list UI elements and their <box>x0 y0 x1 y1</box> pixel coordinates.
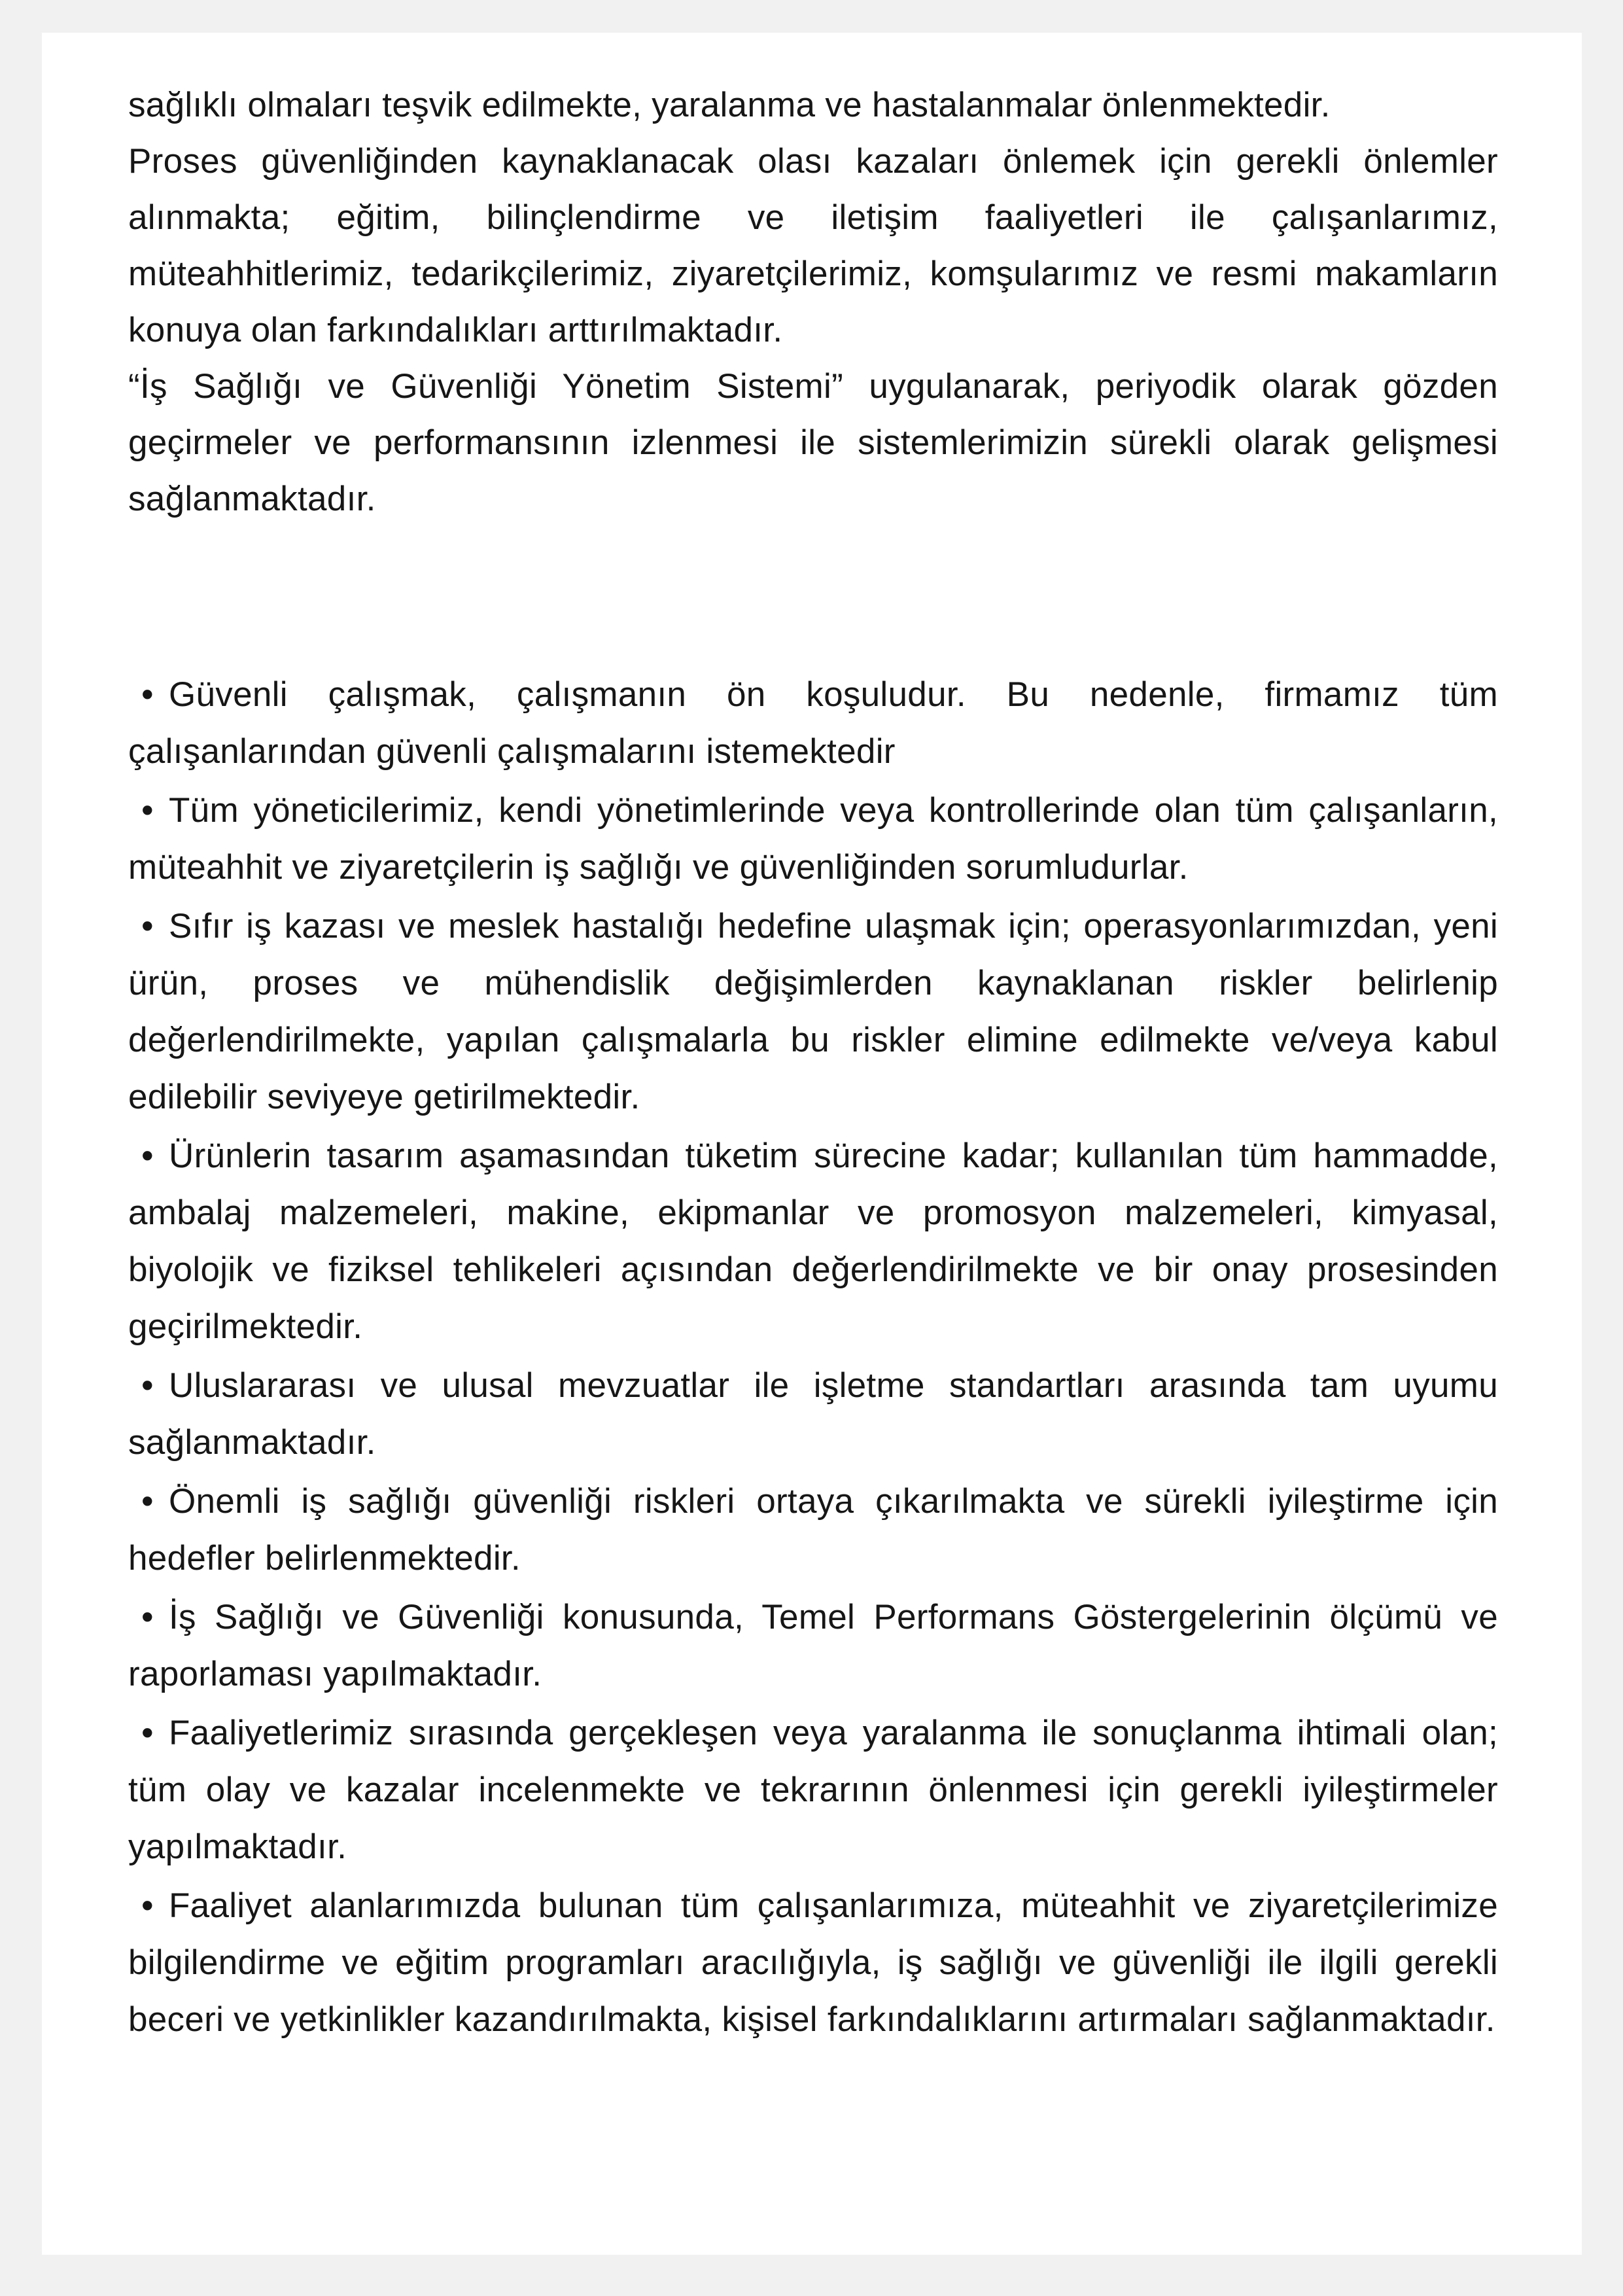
bullet-text: İş Sağlığı ve Güvenliği konusunda, Temel Performans Göstergelerinin ölçümü ve raporlaması yapılmaktadır. <box>128 1598 1498 1693</box>
list-item <box>128 898 1498 1125</box>
policy-bullet-list <box>128 666 1498 2048</box>
bullet-text: Faaliyet alanlarımızda bulunan tüm çalışanlarımıza, müteahhit ve ziyaretçilerimize bilgilendirme ve eğitim programları aracılığıyla, iş sağlığı ve güvenliği ile ilgili gerekli beceri ve yetkinlikler kazandırılmakta, kişisel farkındalıklarını artırmaları sağlanmaktadır. <box>128 1886 1498 2039</box>
list-item <box>128 1127 1498 1355</box>
document-body <box>128 77 1498 2050</box>
list-item <box>128 1357 1498 1471</box>
list-item <box>128 1877 1498 2048</box>
bullet-text: Uluslararası ve ulusal mevzuatlar ile işletme standartları arasında tam uyumu sağlanmaktadır. <box>128 1366 1498 1462</box>
bullet-text: Faaliyetlerimiz sırasında gerçekleşen veya yaralanma ile sonuçlanma ihtimali olan; tüm olay ve kazalar incelenmekte ve tekrarının önlenmesi için gerekli iyileştirmeler yapılmaktadır. <box>128 1714 1498 1866</box>
document-page <box>42 33 1582 2255</box>
bullet-icon: • <box>141 1137 154 1175</box>
bullet-text: Tüm yöneticilerimiz, kendi yönetimlerinde veya kontrollerinde olan tüm çalışanların, müteahhit ve ziyaretçilerin iş sağlığı ve güvenliğinden sorumludurlar. <box>128 791 1498 887</box>
bullet-icon: • <box>141 1366 154 1405</box>
bullet-text: Önemli iş sağlığı güvenliği riskleri ortaya çıkarılmakta ve sürekli iyileştirme için hedefler belirlenmektedir. <box>128 1482 1498 1578</box>
bullet-icon: • <box>141 675 154 714</box>
bullet-icon: • <box>141 1714 154 1752</box>
bullet-icon: • <box>141 1598 154 1636</box>
bullet-icon: • <box>141 1482 154 1521</box>
bullet-icon: • <box>141 791 154 830</box>
bullet-icon: • <box>141 907 154 945</box>
intro-paragraph: sağlıklı olmaları teşvik edilmekte, yaralanma ve hastalanmalar önlenmektedir. <box>128 86 1331 124</box>
bullet-icon: • <box>141 1886 154 1925</box>
bullet-text: Ürünlerin tasarım aşamasından tüketim sürecine kadar; kullanılan tüm hammadde, ambalaj malzemeleri, makine, ekipmanlar ve promosyon malzemeleri, kimyasal, biyolojik ve fiziksel tehlikeleri açısından değerlendirilmekte ve bir onay prosesinden geçirilmektedir. <box>128 1137 1498 1346</box>
intro-paragraph: “İş Sağlığı ve Güvenliği Yönetim Sistemi” uygulanarak, periyodik olarak gözden geçirmeler ve performansının izlenmesi ile sistemlerimizin sürekli olarak gelişmesi sağlanmaktadır. <box>128 367 1498 518</box>
list-item <box>128 782 1498 896</box>
intro-paragraph: Proses güvenliğinden kaynaklanacak olası kazaları önlemek için gerekli önlemler alınmakta; eğitim, bilinçlendirme ve iletişim faaliyetleri ile çalışanlarımız, müteahhitlerimiz, tedarikçilerimiz, ziyaretçilerimiz, komşularımız ve resmi makamların konuya olan farkındalıkları arttırılmaktadır. <box>128 142 1498 349</box>
list-item <box>128 1589 1498 1703</box>
list-item <box>128 1704 1498 1875</box>
bullet-text: Güvenli çalışmak, çalışmanın ön koşuludur. Bu nedenle, firmamız tüm çalışanlarından güvenli çalışmalarını istemektedir <box>128 675 1498 771</box>
list-item <box>128 666 1498 780</box>
section-gap <box>128 527 1498 666</box>
bullet-text: Sıfır iş kazası ve meslek hastalığı hedefine ulaşmak için; operasyonlarımızdan, yeni ürün, proses ve mühendislik değişimlerden kaynaklanan riskler belirlenip değerlendirilmekte, yapılan çalışmalarla bu riskler elimine edilmekte ve/veya kabul edilebilir seviyeye getirilmektedir. <box>128 907 1498 1116</box>
list-item <box>128 1473 1498 1587</box>
